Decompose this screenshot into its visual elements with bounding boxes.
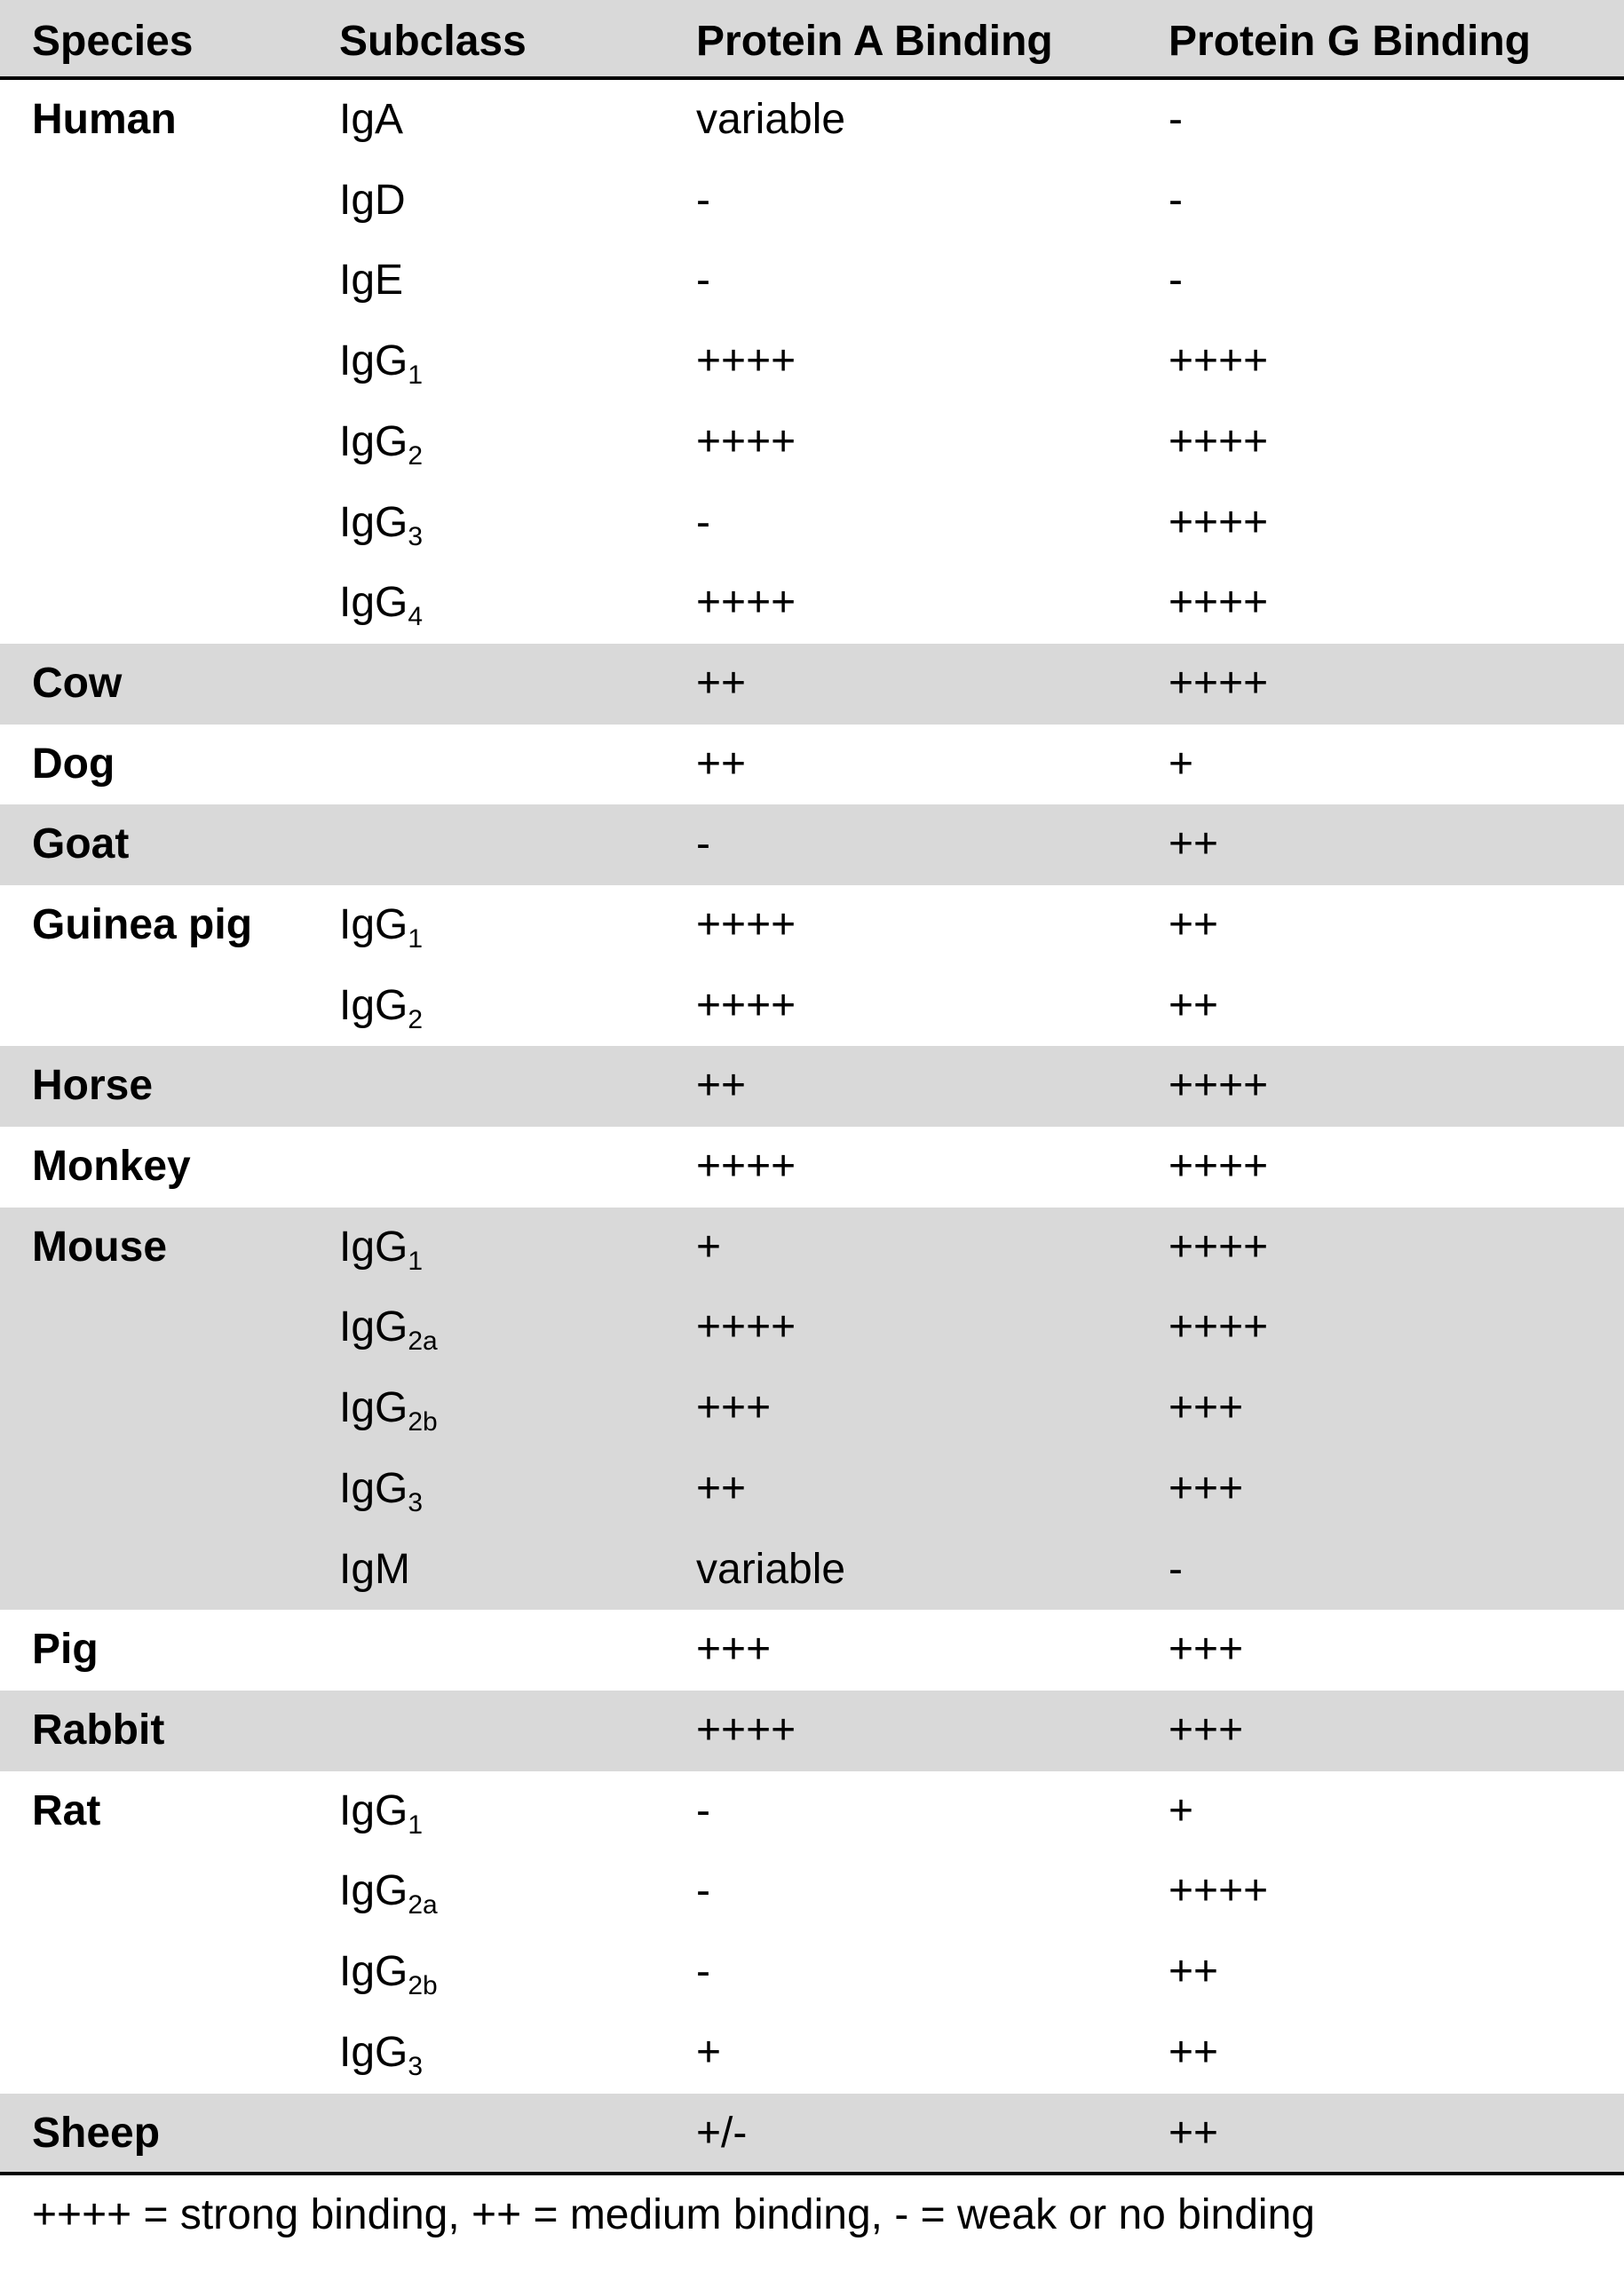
protein-a-value: ++++ [696,1303,796,1351]
protein-g-value: ++ [1168,1948,1219,1996]
table-row [0,161,1624,242]
subclass-cell [339,1208,423,1287]
protein-a-value: - [696,257,710,305]
table-row [0,1932,1624,2013]
table-row [0,1530,1624,1611]
species-name: Goat [32,820,130,868]
subclass-name: IgM [339,1545,411,1593]
header-protein-a: Protein A Binding [696,18,1053,65]
protein-g-value: +++ [1168,1384,1244,1432]
species-name: Human [32,96,177,143]
protein-g-value: ++ [1168,981,1219,1029]
subclass-subscript: 1 [408,360,424,391]
protein-a-value: +++ [696,1626,772,1674]
species-group [0,1610,1624,1691]
subclass-name: IgG [339,1223,408,1271]
protein-a-value: ++++ [696,901,796,948]
subclass-subscript: 2b [408,1971,438,2001]
protein-a-value: ++++ [696,337,796,385]
protein-g-value: + [1168,740,1194,788]
table-row [0,1046,1624,1127]
protein-g-value: ++ [1168,2109,1219,2157]
protein-g-value: ++++ [1168,1062,1269,1110]
species-name: Sheep [32,2109,161,2157]
table-row [0,725,1624,805]
protein-a-value: +/- [696,2109,748,2157]
subclass-cell [339,1530,410,1610]
species-name: Cow [32,659,123,707]
subclass-cell [339,241,403,321]
species-name: Horse [32,1062,154,1110]
protein-a-value: ++ [696,1464,747,1512]
species-group [0,725,1624,805]
protein-a-value: + [696,2028,722,2076]
protein-a-value: - [696,1867,710,1915]
subclass-cell [339,1771,423,1851]
subclass-name: IgG [339,579,408,627]
table-row [0,1610,1624,1691]
header-species: Species [32,18,194,65]
subclass-cell [339,402,423,482]
subclass-subscript: 2a [408,1890,438,1921]
protein-g-value: - [1168,257,1183,305]
subclass-subscript: 2 [408,1004,424,1034]
subclass-cell [339,80,403,160]
species-group [0,804,1624,885]
protein-g-value: ++++ [1168,498,1269,546]
subclass-cell [339,483,423,563]
protein-a-value: - [696,1786,710,1834]
subclass-subscript: 2a [408,1327,438,1357]
table-row [0,1287,1624,1368]
protein-g-value: ++++ [1168,1867,1269,1915]
species-name: Monkey [32,1143,191,1191]
table-row [0,563,1624,644]
species-group [0,2094,1624,2174]
table-row [0,804,1624,885]
protein-g-value: ++++ [1168,1303,1269,1351]
protein-g-value: + [1168,1786,1194,1834]
subclass-name: IgG [339,2028,408,2076]
table-row [0,1771,1624,1852]
subclass-name: IgG [339,1464,408,1512]
species-group [0,1691,1624,1771]
subclass-cell [339,1287,438,1367]
species-group [0,1046,1624,1127]
protein-g-value: ++++ [1168,337,1269,385]
protein-g-value: - [1168,1545,1183,1593]
protein-g-value: ++++ [1168,1223,1269,1271]
subclass-subscript: 1 [408,1810,424,1840]
species-name: Rat [32,1786,101,1834]
species-name: Guinea pig [32,901,253,948]
subclass-name: IgG [339,1786,408,1834]
protein-a-value: - [696,176,710,224]
species-group [0,1127,1624,1208]
protein-a-value: ++ [696,1062,747,1110]
species-name: Mouse [32,1223,168,1271]
header-subclass: Subclass [339,18,527,65]
legend-note: ++++ = strong binding, ++ = medium binding, - = weak or no binding [32,2191,1315,2239]
subclass-cell [339,1932,438,2012]
table-row [0,1208,1624,1288]
subclass-cell [339,1449,423,1529]
subclass-name: IgG [339,901,408,948]
subclass-name: IgE [339,257,404,305]
table-header [0,0,1624,80]
table-row [0,80,1624,161]
subclass-cell [339,1368,438,1448]
protein-a-value: ++++ [696,579,796,627]
table-row [0,2013,1624,2094]
protein-g-value: ++++ [1168,659,1269,707]
protein-a-value: ++++ [696,1143,796,1191]
subclass-name: IgG [339,981,408,1029]
subclass-name: IgG [339,417,408,465]
protein-a-value: ++++ [696,1707,796,1754]
subclass-cell [339,885,423,965]
subclass-name: IgD [339,176,406,224]
protein-g-value: ++ [1168,901,1219,948]
protein-a-value: ++++ [696,981,796,1029]
protein-g-value: +++ [1168,1464,1244,1512]
subclass-name: IgG [339,498,408,546]
subclass-cell [339,2013,423,2093]
protein-g-value: ++++ [1168,579,1269,627]
subclass-name: IgG [339,1384,408,1432]
species-group [0,1771,1624,2094]
protein-g-value: ++++ [1168,417,1269,465]
subclass-name: IgG [339,1948,408,1996]
subclass-name: IgG [339,337,408,385]
protein-g-value: ++++ [1168,1143,1269,1191]
table-row [0,966,1624,1047]
table-row [0,241,1624,321]
table-row [0,1368,1624,1449]
protein-g-value: ++ [1168,820,1219,868]
table-row [0,885,1624,966]
subclass-cell [339,966,423,1046]
subclass-subscript: 1 [408,1246,424,1276]
species-name: Pig [32,1626,99,1674]
protein-g-value: - [1168,96,1183,143]
protein-a-value: ++ [696,740,747,788]
subclass-subscript: 3 [408,1487,424,1517]
protein-g-value: +++ [1168,1626,1244,1674]
species-group [0,644,1624,725]
table-row [0,402,1624,483]
protein-g-value: - [1168,176,1183,224]
protein-a-value: +++ [696,1384,772,1432]
subclass-name: IgG [339,1303,408,1351]
species-name: Rabbit [32,1707,165,1754]
protein-a-value: - [696,498,710,546]
protein-a-value: + [696,1223,722,1271]
subclass-cell [339,563,423,643]
species-group [0,885,1624,1046]
subclass-name: IgA [339,96,404,143]
protein-a-value: - [696,1948,710,1996]
subclass-name: IgG [339,1867,408,1915]
subclass-subscript: 3 [408,521,424,551]
subclass-cell [339,161,406,241]
subclass-subscript: 4 [408,602,424,632]
header-protein-g: Protein G Binding [1168,18,1531,65]
subclass-subscript: 3 [408,2051,424,2081]
species-group [0,1208,1624,1611]
subclass-subscript: 2b [408,1407,438,1437]
subclass-cell [339,1851,438,1931]
protein-a-value: ++ [696,659,747,707]
table-row [0,644,1624,725]
table-row [0,321,1624,402]
table-row [0,1127,1624,1208]
subclass-cell [339,321,423,401]
protein-a-value: - [696,820,710,868]
table-row [0,483,1624,564]
protein-a-value: variable [696,1545,846,1593]
species-name: Dog [32,740,115,788]
table-row [0,2094,1624,2174]
species-group [0,80,1624,644]
subclass-subscript: 2 [408,440,424,471]
protein-a-value: ++++ [696,417,796,465]
table-row [0,1449,1624,1530]
protein-g-value: ++ [1168,2028,1219,2076]
table-row [0,1691,1624,1771]
protein-a-value: variable [696,96,846,143]
protein-g-value: +++ [1168,1707,1244,1754]
table-row [0,1851,1624,1932]
subclass-subscript: 1 [408,924,424,954]
